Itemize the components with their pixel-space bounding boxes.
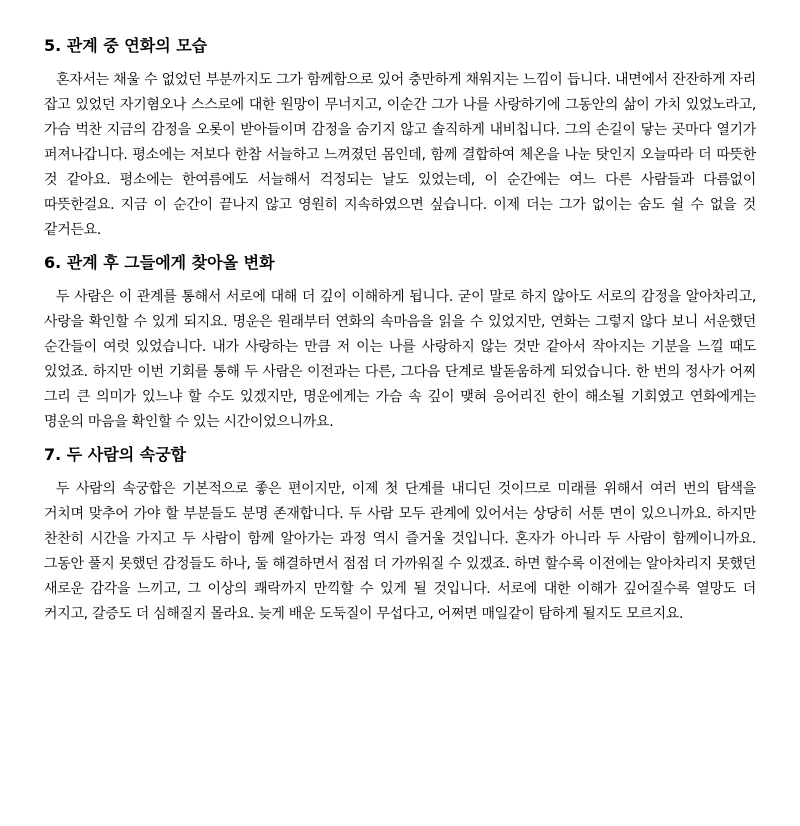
section-7 bbox=[44, 443, 756, 627]
section-paragraph: 혼자서는 채울 수 없었던 부분까지도 그가 함께함으로 있어 충만하게 채워지는 느낌이 듭니다. 내면에서 잔잔하게 자리 잡고 있었던 자기혐오나 스스로에 대한 원망이 무너지고, 이순간 그가 나를 사랑하기에 그동안의 삶이 가치 있었노라고, 가슴 벅찬 지금의 감정을 오롯이 받아들이며 감정을 숨기지 않고 솔직하게 내비칩니다. 그의 손길이 닿는 곳마다 열기가 퍼져나갑니다. 평소에는 저보다 한참 서늘하고 느껴졌던 몸인데, 함께 결합하여 체온을 나눈 탓인지 오늘따라 더 따뜻한 것 같아요. 평소에는 한여름에도 서늘해서 걱정되는 날도 있었는데, 이 순간에는 여느 다른 사람들과 다름없이 따뜻한걸요. 지금 이 순간이 끝나지 않고 영원히 지속하였으면 싶습니다. 이제 더는 그가 없이는 숨도 쉴 수 없을 것 같거든요. bbox=[44, 72, 756, 238]
section-5 bbox=[44, 34, 756, 243]
section-heading: 6. 관계 후 그들에게 찾아올 변화 bbox=[44, 253, 275, 272]
section-paragraph: 두 사람은 이 관계를 통해서 서로에 대해 더 깊이 이해하게 됩니다. 굳이 말로 하지 않아도 서로의 감정을 알아차리고, 사랑을 확인할 수 있게 되지요. 명운은 원래부터 연화의 속마음을 읽을 수 있었지만, 연화는 그렇지 않다 보니 서운했던 순간들이 여럿 있었습니다. 내가 사랑하는 만큼 저 이는 나를 사랑하지 않는 것만 같아서 작아지는 기분을 느낄 때도 있었죠. 하지만 이번 기회를 통해 두 사람은 이전과는 다른, 그다음 단계로 발돋움하게 되었습니다. 한 번의 정사가 어찌 그리 큰 의미가 있느냐 할 수도 있겠지만, 명운에게는 가슴 속 깊이 맺혀 응어리진 한이 해소될 기회였고 연화에게는 명운의 마음을 확인할 수 있는 시간이었으니까요. bbox=[44, 289, 756, 430]
section-heading: 7. 두 사람의 속궁합 bbox=[44, 445, 187, 464]
section-paragraph: 두 사람의 속궁합은 기본적으로 좋은 편이지만, 이제 첫 단계를 내디딘 것이므로 미래를 위해서 여러 번의 탐색을 거치며 맞추어 가야 할 부분들도 분명 존재합니다. 두 사람 모두 관계에 있어서는 상당히 서툰 면이 있으니까요. 하지만 찬찬히 시간을 가지고 두 사람이 함께 알아가는 과정 역시 즐거울 것입니다. 혼자가 아니라 두 사람이 함께이니까요. 그동안 풀지 못했던 감정들도 하나, 둘 해결하면서 점점 더 가까워질 수 있겠죠. 하면 할수록 이전에는 알아차리지 못했던 새로운 감각을 느끼고, 그 이상의 쾌락까지 만끽할 수 있게 될 것입니다. 서로에 대한 이해가 깊어질수록 열망도 더 커지고, 갈증도 더 심해질지 몰라요. 늦게 배운 도둑질이 무섭다고, 어쩌면 매일같이 탐하게 될지도 모르지요. bbox=[44, 481, 756, 622]
section-6 bbox=[44, 251, 756, 435]
section-heading: 5. 관계 중 연화의 모습 bbox=[44, 36, 208, 55]
